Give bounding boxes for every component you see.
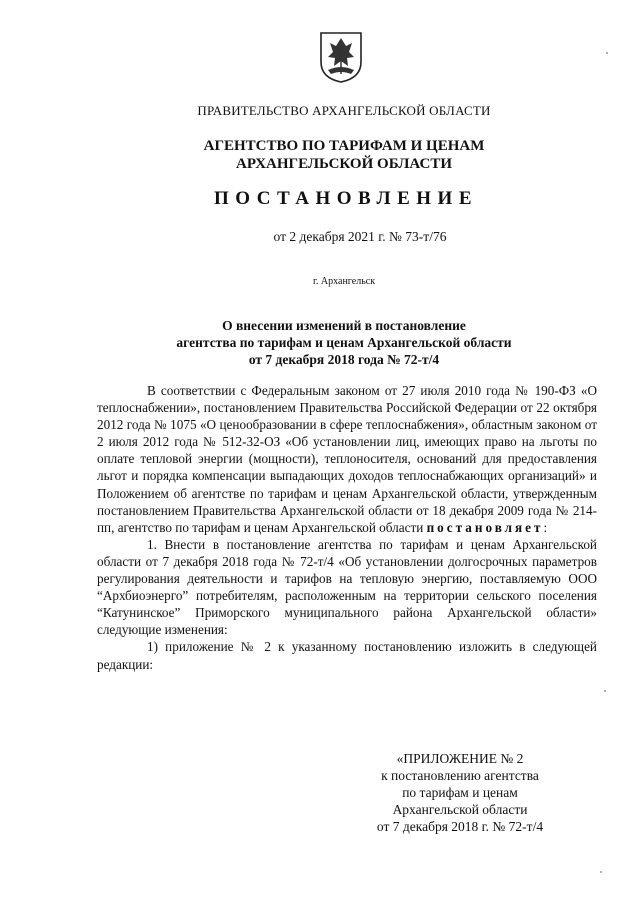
document-date-number: от 2 декабря 2021 г. № 73-т/76: [273, 229, 447, 244]
appendix-line2: к постановлению агентства: [381, 768, 539, 783]
clause-1-paragraph: 1. Внести в постановление агентства по тарифам и ценам Архангельской области от 7 декабря 2018 года № 72-т/4 «Об установлении долгосрочных параметров регулирования деятельности и тарифов на тепловую энергию, поставляемую ООО “Архбиоэнерго” потребителям, расположенным на территории сельского поселения “Катунинское” Приморского муниципального района Архангельской области» следующие изменения:: [97, 536, 597, 638]
subject-line3: от 7 декабря 2018 года № 72-т/4: [248, 352, 440, 367]
decree-word: постановляет: [426, 519, 544, 535]
scan-speck: [606, 52, 608, 54]
appendix-header: [350, 750, 570, 835]
clause-1-1-paragraph: 1) приложение № 2 к указанному постановлению изложить в следующей редакции:: [97, 639, 597, 672]
preamble-text: В соответствии с Федеральным законом от 27 июля 2010 года № 190-ФЗ «О теплоснабжении», постановлением Правительства Российской Федерации от 22 октября 2012 года № 1075 «О ценообразовании в сфере теплоснабжения», областным законом от 2 июля 2012 года № 512-32-ОЗ «Об установлении лиц, имеющих право на льготы по оплате тепловой энергии (мощности), теплоносителя, оснований для предоставления льгот и порядка компенсации выпадающих доходов теплоснабжающих организаций» и Положением об агентстве по тарифам и ценам Архангельской области, утвержденным постановлением Правительства Архангельской области от 18 декабря 2009 года № 214-пп, агентство по тарифам и ценам Архангельской области: [97, 383, 597, 535]
subject-line2: агентства по тарифам и ценам Архангельской области: [176, 335, 512, 350]
scan-speck: [600, 871, 602, 873]
document-type-title: ПОСТАНОВЛЕНИЕ: [213, 188, 479, 209]
document-city: г. Архангельск: [312, 276, 376, 287]
subject-line1: О внесении изменений в постановление: [222, 318, 466, 333]
appendix-line3: по тарифам и ценам: [402, 785, 518, 800]
appendix-line4: Архангельской области: [392, 802, 528, 817]
coat-of-arms-emblem: [318, 30, 364, 84]
appendix-line1: «ПРИЛОЖЕНИЕ № 2: [396, 751, 524, 766]
agency-name-line2: АРХАНГЕЛЬСКОЙ ОБЛАСТИ: [236, 156, 452, 172]
appendix-line5: от 7 декабря 2018 г. № 72-т/4: [376, 819, 544, 834]
agency-name-line1: АГЕНТСТВО ПО ТАРИФАМ И ЦЕНАМ: [203, 138, 485, 154]
document-body: [97, 382, 597, 673]
scan-speck: [604, 690, 606, 692]
preamble-paragraph: В соответствии с Федеральным законом от 27 июля 2010 года № 190-ФЗ «О теплоснабжении», постановлением Правительства Российской Федерации от 22 октября 2012 года № 1075 «О ценообразовании в сфере теплоснабжения», областным законом от 2 июля 2012 года № 512-32-ОЗ «Об установлении лиц, имеющих право на льготы по оплате тепловой энергии (мощности), теплоносителя, оснований для предоставления льгот и порядка компенсации выпадающих доходов теплоснабжающих организаций» и Положением об агентстве по тарифам и ценам Архангельской области, утвержденным постановлением Правительства Архангельской области от 18 декабря 2009 года № 214-пп, агентство по тарифам и ценам Архангельской области постановляет:: [97, 383, 597, 535]
agency-name: [24, 137, 640, 173]
document-subject: [24, 317, 640, 368]
government-name: ПРАВИТЕЛЬСТВО АРХАНГЕЛЬСКОЙ ОБЛАСТИ: [197, 103, 491, 118]
